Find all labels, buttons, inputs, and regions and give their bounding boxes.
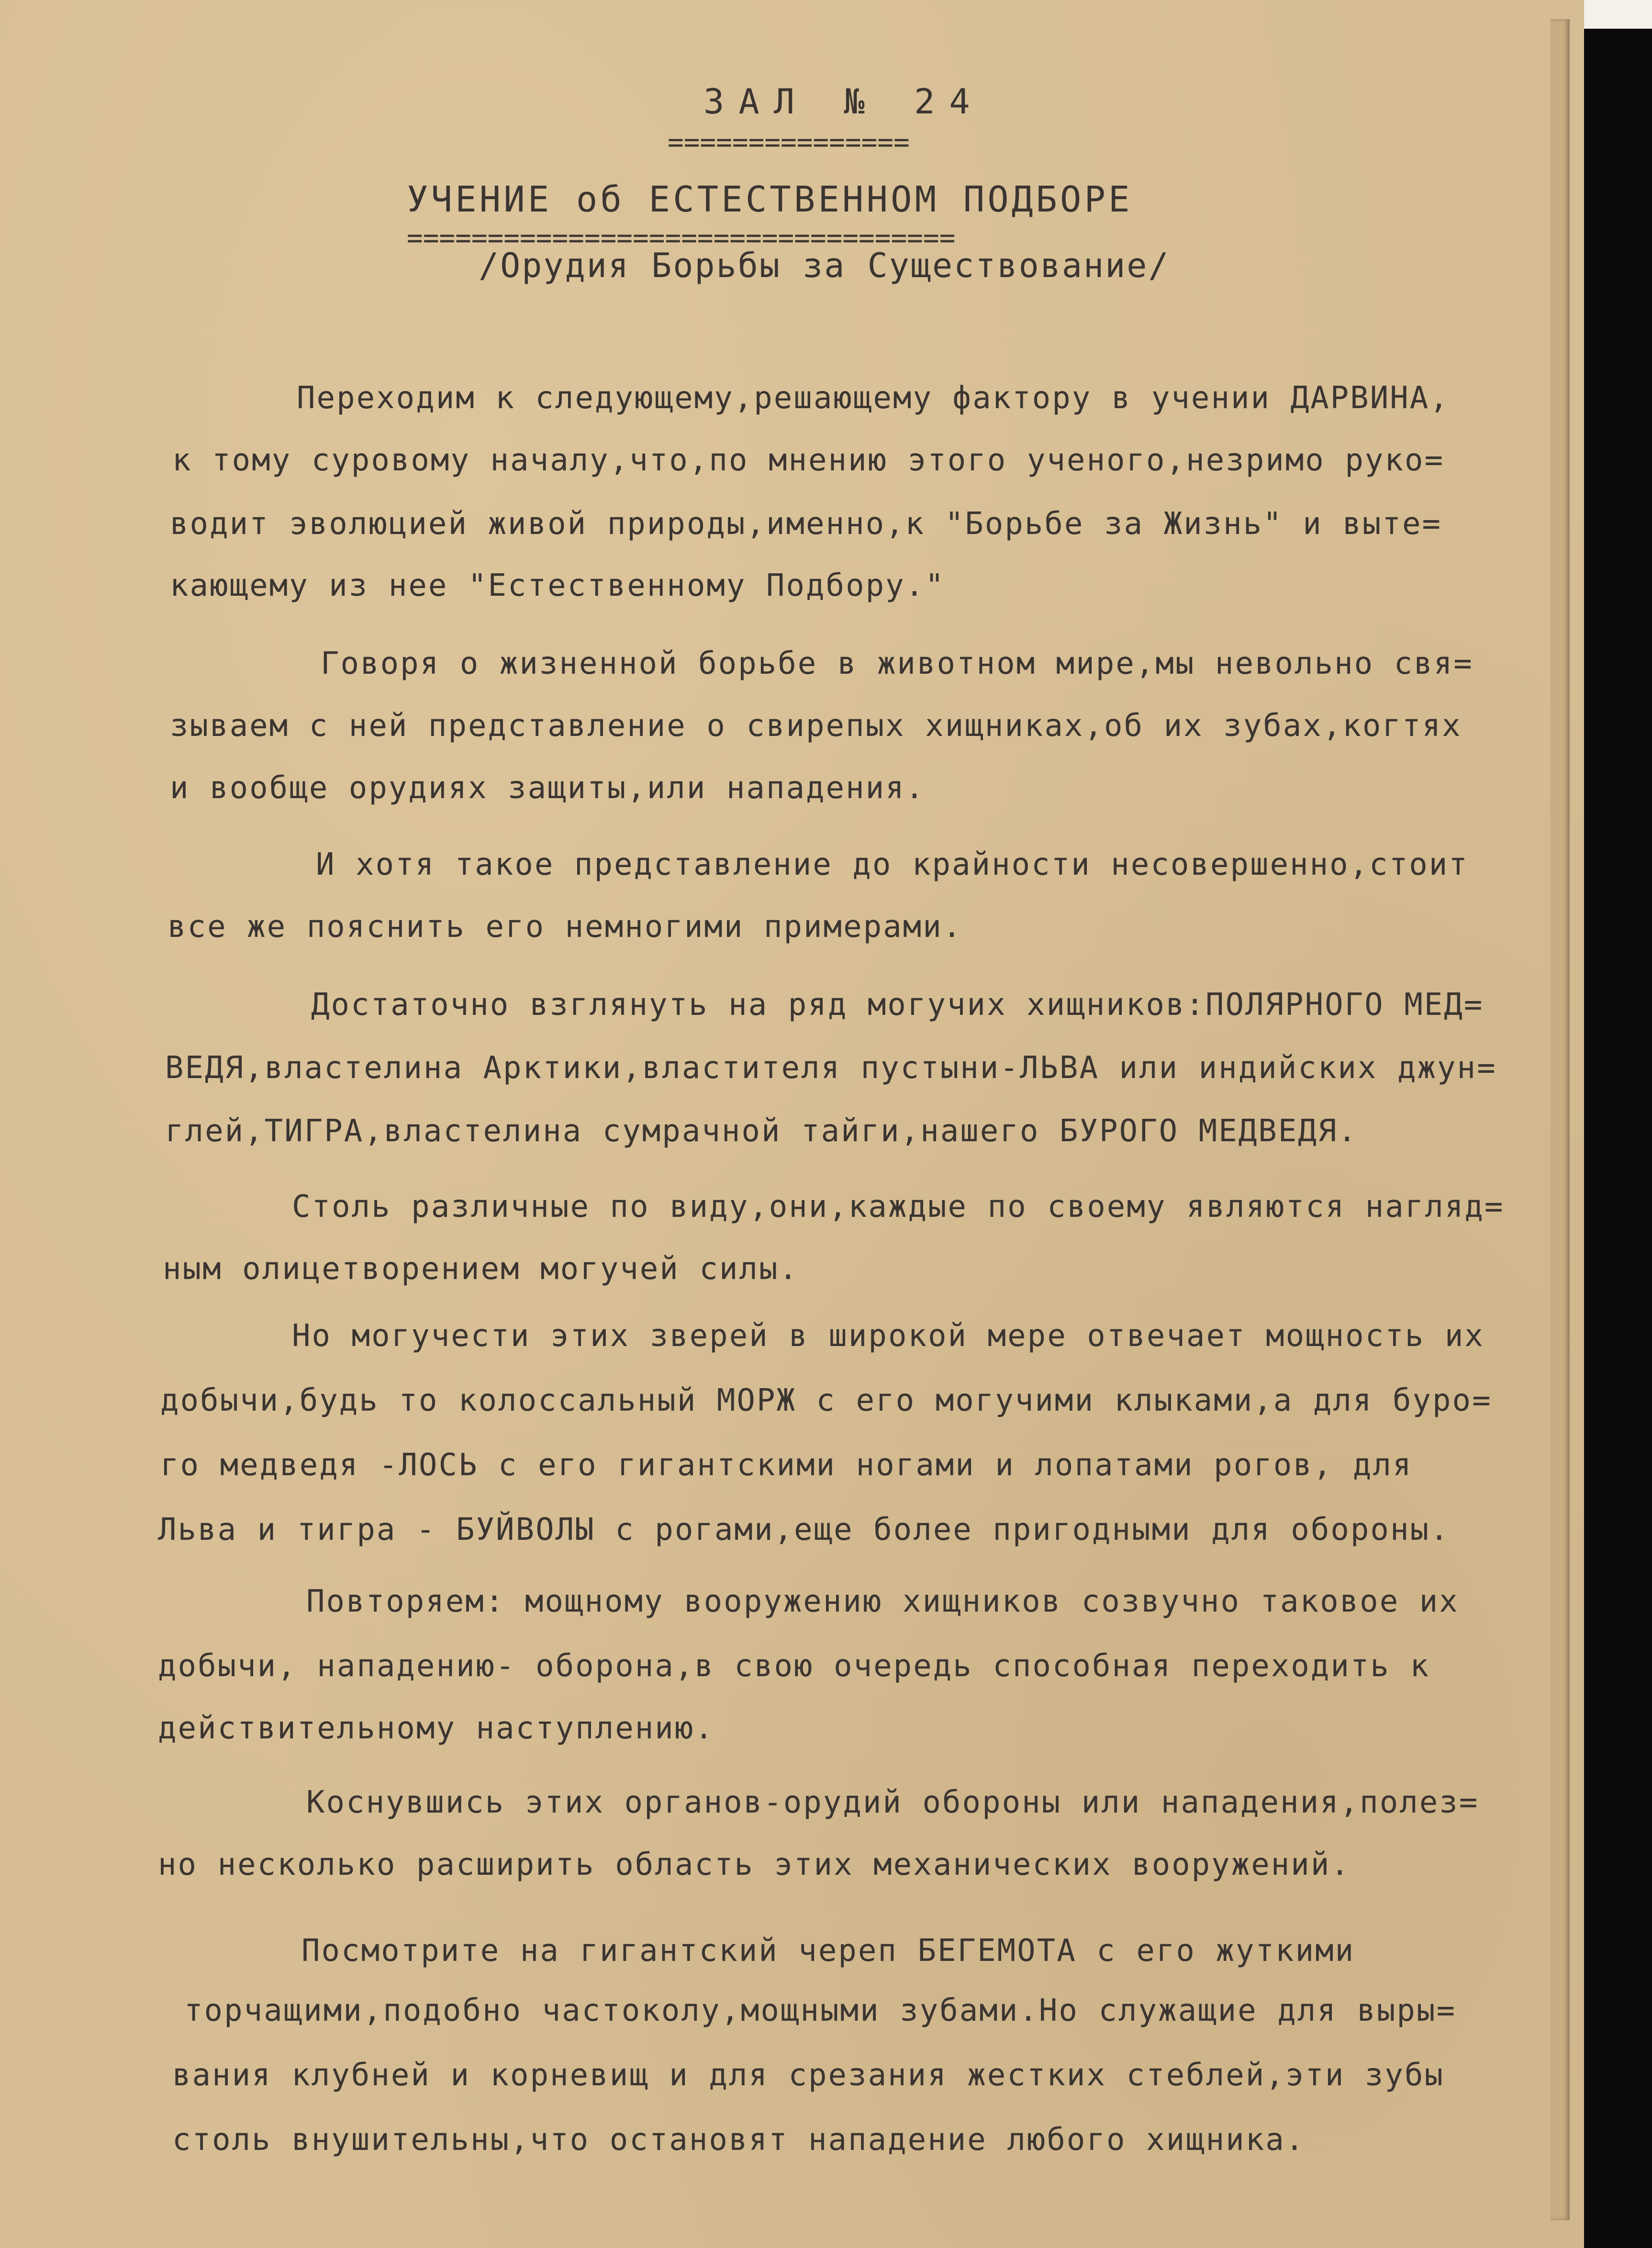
body-line-7: и вообще орудиях защиты,или нападения. [170, 770, 926, 806]
body-line-12: глей,ТИГРА,властелина сумрачной тайги,нашего БУРОГО МЕДВЕДЯ. [165, 1113, 1358, 1149]
document-subheading: /Орудия Борьбы за Существование/ [479, 246, 1170, 285]
body-line-26: вания клубней и корневищ и для срезания жестких стеблей,эти зубы [172, 2058, 1444, 2093]
body-line-6: зываем с ней представление о свирепых хищниках,об их зубах,когтях [170, 708, 1462, 744]
body-line-21: действительному наступлению. [158, 1711, 714, 1746]
body-line-11: ВЕДЯ,властелина Арктики,властителя пустыни-ЛЬВА или индийских джун= [165, 1050, 1497, 1086]
document-heading: УЧЕНИЕ об ЕСТЕСТВЕННОМ ПОДБОРЕ [407, 179, 1133, 220]
body-line-8: И хотя такое представление до крайности несовершенно,стоит [316, 847, 1469, 882]
body-line-20: добычи, нападению- оборона,в свою очередь способная переходить к [158, 1648, 1430, 1684]
body-line-15: Но могучести этих зверей в широкой мере отвечает мощность их [292, 1318, 1485, 1354]
body-line-14: ным олицетворением могучей силы. [163, 1251, 799, 1287]
body-line-17: го медведя -ЛОСЬ с его гигантскими ногами и лопатами рогов, для [160, 1447, 1413, 1483]
body-line-4: кающему из нее "Естественному Подбору." [170, 568, 945, 603]
hall-title-underline: =============== [668, 127, 910, 158]
body-line-13: Столь различные по виду,они,каждые по своему являются нагляд= [292, 1189, 1505, 1224]
body-line-27: столь внушительны,что остановят нападение любого хищника. [172, 2122, 1306, 2158]
page-right-edge [1551, 19, 1570, 2220]
body-line-22: Коснувшись этих органов-орудий обороны или нападения,полез= [306, 1785, 1479, 1820]
body-line-16: добычи,будь то колоссальный МОРЖ с его могучими клыками,а для буро= [160, 1383, 1492, 1418]
body-line-1: Переходим к следующему,решающему фактору в учении ДАРВИНА, [297, 380, 1450, 416]
body-line-9: все же пояснить его немногими примерами. [167, 909, 963, 945]
body-line-24: Посмотрите на гигантский череп БЕГЕМОТА с его жуткими [301, 1933, 1355, 1969]
body-line-2: к тому суровому началу,что,по мнению этого ученого,незримо руко= [172, 443, 1444, 478]
hall-title: ЗАЛ № 24 [703, 81, 984, 122]
body-line-23: но несколько расширить область этих механических вооружений. [158, 1847, 1351, 1882]
body-line-19: Повторяем: мощному вооружению хищников созвучно таковое их [306, 1584, 1459, 1619]
body-line-18: Льва и тигра - БУЙВОЛЫ с рогами,еще более пригодными для обороны. [158, 1512, 1450, 1547]
body-line-10: Достаточно взглянуть на ряд могучих хищников:ПОЛЯРНОГО МЕД= [311, 987, 1484, 1023]
body-line-3: водит эволюцией живой природы,именно,к "Борьбе за Жизнь" и выте= [170, 506, 1442, 542]
body-line-5: Говоря о жизненной борьбе в животном мире,мы невольно свя= [321, 646, 1473, 681]
body-line-25: торчащими,подобно частоколу,мощными зубами.Но служащие для выры= [184, 1993, 1456, 2028]
heading-underline: ================================== [407, 223, 956, 254]
